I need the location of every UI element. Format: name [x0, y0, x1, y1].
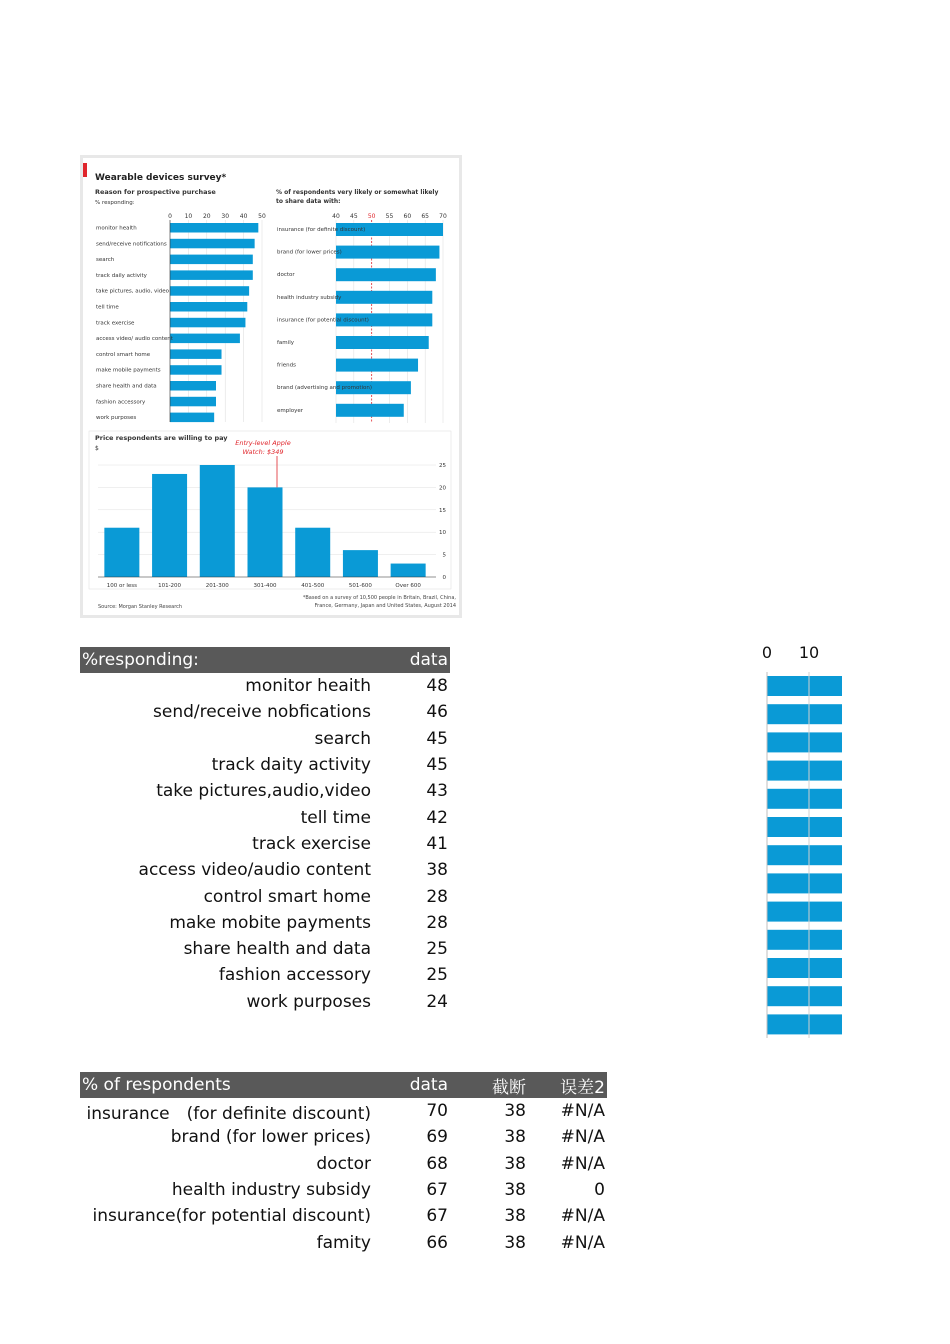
price-bar [391, 564, 426, 577]
right-bar [336, 359, 418, 372]
bottom-tick-label: 25 [439, 463, 446, 469]
right-panel-subtitle-line1: % of respondents very likely or somewhat likely [276, 189, 439, 196]
header-cell-cutoff[interactable]: 截断 [450, 1072, 528, 1098]
bottom-tick-label: 10 [439, 530, 446, 537]
row-value-cell[interactable]: 25 [426, 965, 448, 986]
responding-table [80, 647, 450, 1015]
table-header-row [80, 647, 450, 673]
side-tick-label: 10 [798, 643, 820, 662]
row-label-cell[interactable]: track daity activity [211, 755, 371, 776]
row-value-cell[interactable]: 42 [426, 807, 448, 828]
row-label-cell[interactable]: tell time [300, 807, 371, 828]
left-bar [170, 223, 258, 233]
row-label-cell[interactable]: health industry subsidy [171, 1180, 371, 1201]
left-category-label: share health and data [96, 383, 157, 390]
price-category-label: 501-600 [348, 583, 372, 589]
table-row [80, 778, 450, 804]
right-category-label: insurance (for definite discount) [277, 227, 366, 233]
right-category-label: doctor [277, 272, 295, 279]
right-category-label: brand (advertising and promotion) [277, 385, 373, 392]
row-label-cell[interactable]: brand (for lower prices) [170, 1127, 371, 1148]
header-cell-label[interactable]: %responding: [80, 647, 379, 673]
row-value-cell[interactable]: 68 [426, 1153, 448, 1174]
row-label-cell[interactable]: send/receive nobfications [153, 702, 371, 723]
right-tick-label: 65 [421, 213, 429, 220]
left-bar [170, 302, 247, 312]
right-bar [336, 291, 432, 304]
left-category-label: send/receive notifications [96, 241, 167, 248]
bottom-tick-label: 20 [439, 485, 446, 492]
left-tick-label: 10 [184, 213, 193, 220]
row-value-cell[interactable]: 66 [426, 1232, 448, 1253]
row-label-cell[interactable]: famity [316, 1232, 371, 1253]
table-row [80, 962, 450, 988]
table-row [80, 1203, 607, 1229]
table-row [80, 699, 450, 725]
apple-watch-annotation-line2: Watch: $349 [242, 448, 284, 456]
price-bar [248, 487, 283, 577]
source-note: Source: Morgan Stanley Research [98, 604, 183, 610]
bottom-tick-label: 0 [442, 575, 446, 581]
table-row [80, 831, 450, 857]
row-value-cell[interactable]: 45 [426, 728, 448, 749]
left-category-label: track exercise [96, 320, 135, 327]
row-label-cell[interactable]: monitor heaith [245, 676, 371, 697]
row-value-cell[interactable]: 67 [426, 1206, 448, 1227]
header-cell-data[interactable]: data [379, 1072, 450, 1098]
row-value-cell[interactable]: 38 [504, 1206, 526, 1227]
left-tick-label: 20 [202, 213, 211, 220]
infographic-title: Wearable devices survey* [95, 173, 227, 183]
row-value-cell[interactable]: #N/A [560, 1232, 605, 1253]
left-bar [170, 365, 222, 375]
table-row [80, 1124, 607, 1150]
right-panel-subtitle-line2: to share data with: [276, 198, 341, 205]
right-tick-label: 70 [439, 213, 447, 220]
left-category-label: control smart home [96, 351, 151, 358]
table-row [80, 989, 450, 1015]
side-bar [767, 789, 842, 809]
left-category-label: make mobile payments [96, 367, 161, 374]
table-row [80, 804, 450, 830]
right-tick-label: 40 [332, 213, 340, 220]
price-bar [152, 474, 187, 577]
table-row [80, 1098, 607, 1124]
row-value-cell[interactable]: 0 [594, 1180, 605, 1201]
row-label-cell[interactable]: work purposes [246, 991, 371, 1012]
row-value-cell[interactable]: 45 [426, 755, 448, 776]
right-tick-label: 55 [385, 213, 394, 220]
row-value-cell[interactable]: 46 [426, 702, 448, 723]
side-bar [767, 986, 842, 1006]
left-bar [170, 318, 245, 328]
row-value-cell[interactable]: 24 [426, 991, 448, 1012]
table-row [80, 857, 450, 883]
right-category-label: health industry subsidy [277, 294, 342, 301]
left-bar [170, 349, 222, 359]
left-category-label: work purposes [96, 415, 137, 422]
header-cell-error2[interactable]: 误差2 [528, 1072, 607, 1098]
footnote-line2: France, Germany, Japan and United States, August 2014 [314, 603, 456, 609]
row-label-cell[interactable]: access video/audio content [138, 860, 371, 881]
row-label-cell[interactable]: share health and data [183, 939, 371, 960]
left-category-label: tell time [96, 304, 119, 311]
side-bar [767, 958, 842, 978]
price-bar [200, 465, 235, 577]
price-bar [343, 550, 378, 577]
row-value-cell[interactable]: 48 [426, 676, 448, 697]
row-value-cell[interactable]: 25 [426, 939, 448, 960]
right-category-label: family [277, 340, 294, 346]
side-bar [767, 676, 842, 696]
table-row [80, 726, 450, 752]
row-value-cell[interactable]: 43 [426, 781, 448, 802]
left-category-label: take pictures, audio, video [96, 288, 169, 295]
price-category-label: 100 or less [106, 583, 137, 589]
table-row [80, 1177, 607, 1203]
side-bar-chart[interactable] [750, 638, 850, 1040]
left-bar [170, 255, 253, 265]
side-bar [767, 930, 842, 950]
left-panel-subtitle: Reason for prospective purchase [95, 188, 216, 196]
header-cell-data[interactable]: data [379, 647, 450, 673]
left-bar [170, 381, 216, 391]
side-tick-label: 0 [761, 643, 773, 662]
left-bar [170, 270, 253, 280]
right-bar [336, 404, 404, 417]
price-category-label: 201-300 [205, 583, 229, 589]
side-bar [767, 761, 842, 781]
table-row [80, 910, 450, 936]
price-category-label: 401-500 [301, 583, 325, 589]
row-label-cell[interactable]: insurance (for definite discount) [86, 1103, 371, 1124]
row-value-cell[interactable]: 41 [426, 833, 448, 854]
infographic-canvas [80, 155, 462, 618]
side-bar [767, 704, 842, 724]
bottom-tick-label: 5 [442, 552, 446, 559]
right-category-label: brand (for lower prices) [277, 249, 342, 256]
right-category-label: employer [277, 407, 304, 414]
row-value-cell[interactable]: 69 [426, 1127, 448, 1148]
bottom-tick-label: 15 [439, 507, 446, 514]
row-value-cell[interactable]: 38 [504, 1153, 526, 1174]
left-bar [170, 239, 255, 249]
table-row [80, 883, 450, 909]
table-row [80, 1229, 607, 1255]
row-value-cell[interactable]: 38 [504, 1127, 526, 1148]
row-value-cell[interactable]: 67 [426, 1180, 448, 1201]
respondents-table [80, 1072, 607, 1256]
right-tick-label: 60 [403, 213, 412, 220]
bottom-panel-subtitle: Price respondents are willing to pay [95, 434, 228, 442]
wearable-survey-infographic [80, 155, 462, 618]
left-category-label: fashion accessory [96, 399, 146, 406]
table-row [80, 673, 450, 699]
left-bar [170, 334, 240, 344]
right-tick-label: 45 [350, 213, 358, 220]
left-category-label: search [96, 257, 115, 264]
row-value-cell[interactable]: 70 [426, 1101, 448, 1122]
bottom-panel-unit: $ [95, 445, 99, 452]
accent-tab [83, 163, 87, 177]
row-value-cell[interactable]: 38 [504, 1232, 526, 1253]
left-tick-label: 30 [221, 213, 230, 220]
row-label-cell[interactable]: search [314, 728, 371, 749]
left-category-label: track daily activity [96, 272, 147, 279]
row-label-cell[interactable]: fashion accessory [218, 965, 371, 986]
table-row [80, 1151, 607, 1177]
right-bar [336, 246, 439, 259]
apple-watch-annotation-line1: Entry-level Apple [235, 439, 291, 447]
price-category-label: Over 600 [395, 583, 421, 589]
left-tick-label: 40 [239, 213, 248, 220]
side-bar [767, 817, 842, 837]
right-category-label: insurance (for potential discount) [277, 317, 369, 324]
side-bar [767, 873, 842, 893]
row-label-cell[interactable]: doctor [316, 1153, 371, 1174]
side-bar [767, 845, 842, 865]
row-value-cell[interactable]: #N/A [560, 1206, 605, 1227]
right-bar [336, 268, 436, 281]
row-value-cell[interactable]: 38 [504, 1180, 526, 1201]
right-category-label: friends [277, 362, 296, 369]
price-category-label: 301-400 [253, 583, 277, 589]
price-bar [104, 528, 139, 577]
row-value-cell[interactable]: #N/A [560, 1101, 605, 1122]
row-value-cell[interactable]: 28 [426, 886, 448, 907]
table-row [80, 936, 450, 962]
price-category-label: 101-200 [158, 583, 182, 589]
row-label-cell[interactable]: control smart home [203, 886, 371, 907]
row-label-cell[interactable]: take pictures,audio,video [156, 781, 371, 802]
left-bar [170, 397, 216, 407]
right-tick-label: 50 [367, 213, 376, 220]
side-bar [767, 732, 842, 752]
row-label-cell[interactable]: make mobite payments [169, 912, 371, 933]
left-category-label: access video/ audio content [96, 336, 173, 343]
row-label-cell[interactable]: track exercise [252, 833, 371, 854]
left-panel-unit: % responding: [95, 200, 135, 206]
footnote-line1: *Based on a survey of 10,500 people in Britain, Brazil, China, [302, 595, 456, 601]
row-value-cell[interactable]: #N/A [560, 1153, 605, 1174]
left-bar [170, 286, 249, 296]
row-value-cell[interactable]: #N/A [560, 1127, 605, 1148]
table-row [80, 752, 450, 778]
header-cell-label[interactable]: % of respondents [80, 1072, 379, 1098]
right-bar [336, 336, 429, 349]
row-value-cell[interactable]: 28 [426, 912, 448, 933]
side-chart-canvas [750, 638, 850, 1040]
left-category-label: monitor health [96, 225, 137, 232]
left-bar [170, 413, 214, 423]
side-bar [767, 902, 842, 922]
price-bar [295, 528, 330, 577]
row-value-cell[interactable]: 38 [426, 860, 448, 881]
row-value-cell[interactable]: 38 [504, 1101, 526, 1122]
left-tick-label: 0 [168, 213, 172, 220]
side-bar [767, 1014, 842, 1034]
left-tick-label: 50 [258, 213, 266, 220]
row-label-cell[interactable]: insurance(for potential discount) [92, 1206, 371, 1227]
table-header-row [80, 1072, 607, 1098]
